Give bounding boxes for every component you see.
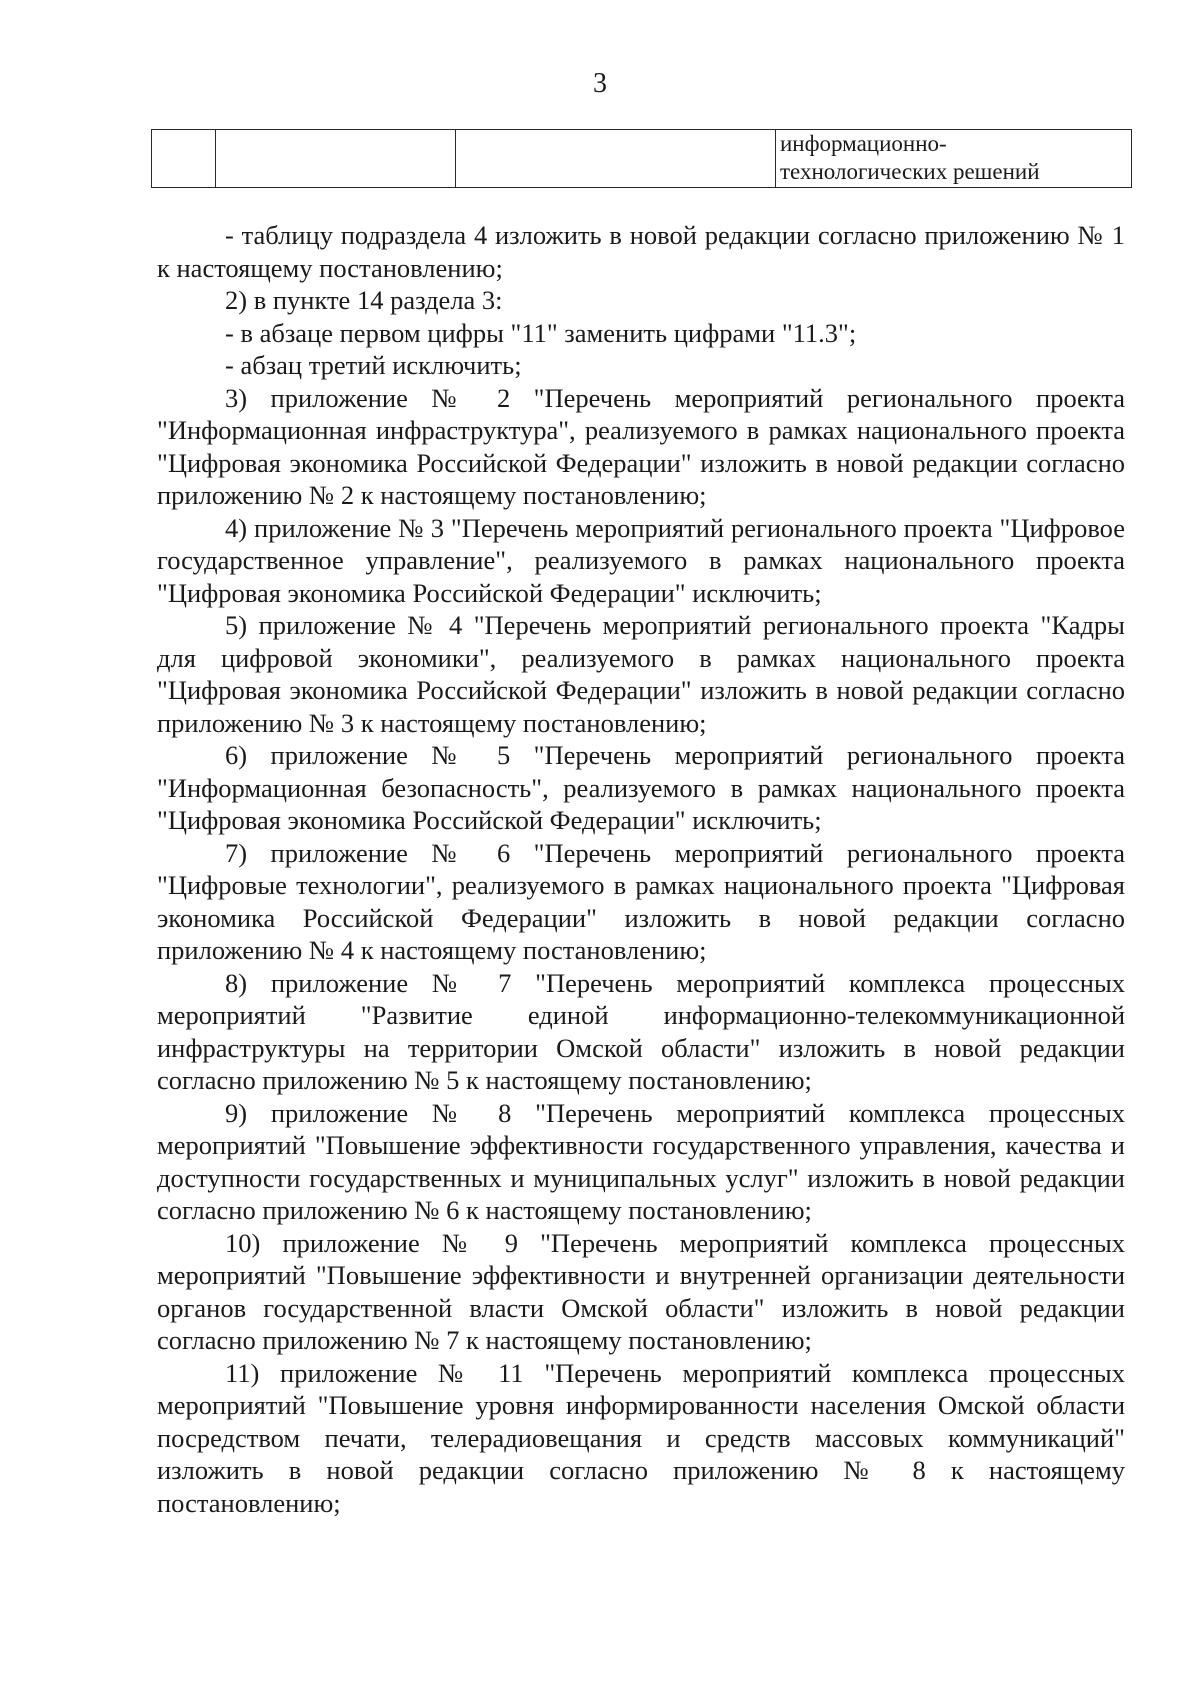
paragraph: 6) приложение № 5 "Перечень мероприятий регионального проекта "Информационная безопасность", реализуемого в рамках национального проекта "Цифровая экономика Российской Федерации" исключить; — [157, 740, 1125, 835]
paragraph: - в абзаце первом цифры "11" заменить цифрами "11.3"; — [225, 317, 857, 348]
paragraph: - абзац третий исключить; — [225, 350, 522, 380]
document-body — [157, 219, 1125, 1519]
paragraph: 9) приложение № 8 "Перечень мероприятий комплекса процессных мероприятий "Повышение эффективности государственного управления, качества и доступности государственных и муниципальных услуг" изложить в новой редакции согласно приложению № 6 к настоящему постановлению; — [157, 1097, 1125, 1225]
table-row — [152, 130, 1132, 188]
paragraph: 11) приложение № 11 "Перечень мероприятий комплекса процессных мероприятий "Повышение уровня информированности населения Омской области посредством печати, телерадиовещания и средств массовых коммуникаций" изложить в новой редакции согласно приложению № 8 к настоящему постановлению; — [157, 1357, 1125, 1518]
table-cell-empty — [216, 130, 456, 188]
table-cell-number — [152, 130, 216, 188]
table-cell-line: технологических решений — [780, 159, 1040, 184]
table-cell-line: информационно- — [780, 131, 947, 156]
paragraph: 10) приложение № 9 "Перечень мероприятий комплекса процессных мероприятий "Повышение эффективности и внутренней организации деятельности органов государственной власти Омской области" изложить в новой редакции согласно приложению № 7 к настоящему постановлению; — [157, 1227, 1125, 1355]
page-number: 3 — [593, 68, 607, 99]
paragraph: 3) приложение № 2 "Перечень мероприятий регионального проекта "Информационная инфраструктура", реализуемого в рамках национального проекта "Цифровая экономика Российской Федерации" изложить в новой редакции согласно приложению № 2 к настоящему постановлению; — [157, 382, 1125, 510]
table-fragment — [151, 129, 1132, 188]
paragraph: 8) приложение № 7 "Перечень мероприятий комплекса процессных мероприятий "Развитие единой информационно-телекоммуникационной инфраструктуры на территории Омской области" изложить в новой редакции согласно приложению № 5 к настоящему постановлению; — [157, 967, 1125, 1095]
paragraph: 5) приложение № 4 "Перечень мероприятий регионального проекта "Кадры для цифровой экономики", реализуемого в рамках национального проекта "Цифровая экономика Российской Федерации" изложить в новой редакции согласно приложению № 3 к настоящему постановлению; — [157, 610, 1125, 738]
paragraph: 7) приложение № 6 "Перечень мероприятий регионального проекта "Цифровые технологии", реализуемого в рамках национального проекта "Цифровая экономика Российской Федерации" изложить в новой редакции согласно приложению № 4 к настоящему постановлению; — [157, 837, 1125, 965]
paragraph: 2) в пункте 14 раздела 3: — [225, 285, 503, 315]
paragraph: 4) приложение № 3 "Перечень мероприятий регионального проекта "Цифровое государственное управление", реализуемого в рамках национального проекта "Цифровая экономика Российской Федерации" исключить; — [157, 512, 1125, 608]
table-cell-text — [776, 130, 1132, 188]
table-cell-empty — [456, 130, 776, 188]
paragraph: - таблицу подраздела 4 изложить в новой редакции согласно приложению № 1 к настоящему постановлению; — [157, 220, 1125, 283]
